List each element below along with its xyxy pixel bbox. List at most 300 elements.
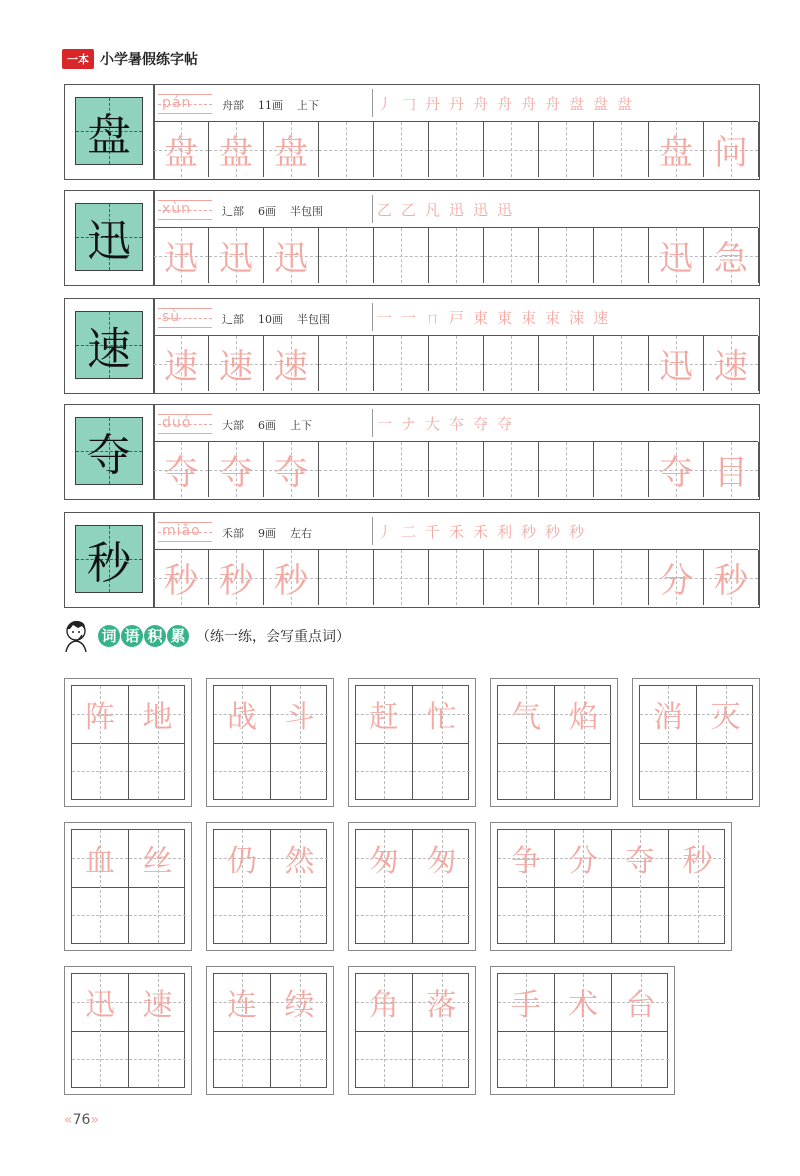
word-grid [71, 973, 185, 1088]
practice-cell[interactable] [484, 228, 539, 283]
word-cell[interactable] [555, 974, 612, 1087]
character-info [154, 409, 372, 437]
word-character: 赶 [369, 700, 399, 736]
word-grid [213, 973, 327, 1088]
word-box [206, 678, 334, 807]
word-cell[interactable] [697, 686, 754, 799]
stroke-step: 禾 [449, 522, 465, 541]
stroke-step: 丿 [377, 522, 393, 541]
trace-character: 盘 [274, 133, 308, 173]
radical: 禾部 [222, 527, 244, 540]
trace-character: 速 [714, 347, 748, 387]
trace-character: 夺 [219, 453, 253, 493]
trace-character [594, 228, 648, 283]
radical: 舟部 [222, 99, 244, 112]
trace-character: 急 [714, 239, 748, 279]
stroke-step: 束 [545, 308, 561, 327]
trace-character: 目 [714, 453, 748, 493]
trace-character: 速 [219, 347, 253, 387]
practice-cell[interactable] [319, 442, 374, 497]
pinyin: duó [162, 415, 192, 431]
word-grid [213, 685, 327, 800]
trace-character: 迅 [219, 239, 253, 279]
stroke-count: 9画 [258, 527, 276, 540]
practice-cell[interactable] [594, 442, 649, 497]
trace-character [539, 336, 593, 391]
stroke-step: 利 [497, 522, 513, 541]
radical-info [222, 311, 330, 327]
trace-character: 问 [714, 133, 748, 173]
practice-cell[interactable] [154, 442, 209, 497]
practice-cell[interactable] [649, 442, 704, 497]
practice-cell[interactable] [319, 336, 374, 391]
character-info [154, 195, 372, 223]
trace-character [539, 228, 593, 283]
trace-character: 盘 [659, 133, 693, 173]
word-character: 灭 [710, 700, 741, 736]
trace-character: 秒 [714, 561, 748, 601]
word-character: 落 [426, 988, 457, 1024]
practice-cell[interactable] [704, 228, 759, 283]
word-cell[interactable] [413, 974, 470, 1087]
radical-info [222, 97, 319, 113]
practice-cell[interactable] [484, 442, 539, 497]
trace-character [319, 228, 373, 283]
practice-cell[interactable] [154, 550, 209, 605]
stroke-step: 丿 [377, 94, 393, 113]
model-character: 盘 [87, 110, 131, 161]
stroke-step: 東 [473, 308, 489, 327]
stroke-step: 夺 [497, 414, 513, 433]
word-cell[interactable] [612, 974, 669, 1087]
word-character: 忙 [426, 700, 457, 736]
stroke-step: 舟 [497, 94, 513, 113]
character-row [64, 404, 760, 500]
word-cell[interactable] [498, 974, 555, 1087]
trace-character [374, 442, 428, 497]
trace-character: 秒 [164, 561, 198, 601]
character-row [64, 512, 760, 608]
stroke-step: 束 [521, 308, 537, 327]
stroke-step: 秒 [521, 522, 537, 541]
trace-character [594, 442, 648, 497]
stroke-count: 6画 [258, 205, 276, 218]
structure: 上下 [297, 99, 319, 112]
stroke-step: 秒 [569, 522, 585, 541]
word-character: 速 [142, 988, 173, 1024]
trace-character [484, 122, 538, 177]
section-title-char: 语 [121, 625, 143, 647]
word-box [64, 822, 192, 951]
stroke-step: 一 [377, 414, 393, 433]
page-header [62, 48, 198, 70]
word-grid [497, 829, 725, 944]
word-character: 续 [284, 988, 315, 1024]
word-character: 争 [511, 844, 541, 880]
trace-character [319, 550, 373, 605]
trace-character [319, 336, 373, 391]
word-box [64, 966, 192, 1095]
word-character: 战 [227, 700, 257, 736]
pinyin: pán [162, 95, 192, 111]
section-title-char: 积 [144, 625, 166, 647]
practice-cell[interactable] [429, 550, 484, 605]
practice-cell[interactable] [374, 228, 429, 283]
word-character: 台 [625, 988, 656, 1024]
pinyin: miǎo [162, 523, 201, 539]
practice-cell[interactable] [484, 122, 539, 177]
word-cell[interactable] [72, 830, 129, 943]
practice-cell[interactable] [319, 122, 374, 177]
practice-cell[interactable] [539, 442, 594, 497]
practice-cell[interactable] [539, 550, 594, 605]
practice-cell[interactable] [649, 122, 704, 177]
word-cell[interactable] [356, 974, 413, 1087]
word-grid [355, 973, 469, 1088]
practice-cell[interactable] [154, 122, 209, 177]
stroke-order [377, 517, 584, 545]
practice-cell[interactable] [374, 336, 429, 391]
word-cell[interactable] [555, 830, 612, 943]
radical-info [222, 203, 323, 219]
word-cell[interactable] [72, 974, 129, 1087]
practice-cell[interactable] [704, 336, 759, 391]
trace-character [319, 122, 373, 177]
trace-character [484, 336, 538, 391]
page-number [64, 1112, 99, 1128]
word-character: 地 [142, 700, 173, 736]
trace-character: 迅 [659, 347, 693, 387]
word-grid [639, 685, 753, 800]
character-row [64, 190, 760, 286]
stroke-step: 一 [377, 308, 393, 327]
stroke-step: 迅 [473, 200, 489, 219]
word-cell[interactable] [413, 686, 470, 799]
section-title-char: 累 [167, 625, 189, 647]
word-box [206, 822, 334, 951]
stroke-step: 迅 [449, 200, 465, 219]
practice-cell[interactable] [264, 550, 319, 605]
word-cell[interactable] [612, 830, 669, 943]
practice-cell[interactable] [649, 228, 704, 283]
trace-character: 迅 [274, 239, 308, 279]
practice-grid [154, 441, 758, 498]
stroke-step: 夺 [473, 414, 489, 433]
trace-character: 迅 [659, 239, 693, 279]
pinyin: sù [162, 309, 181, 325]
word-cell[interactable] [214, 830, 271, 943]
model-character: 速 [87, 324, 131, 375]
trace-character: 夺 [659, 453, 693, 493]
practice-cell[interactable] [319, 550, 374, 605]
trace-character [374, 550, 428, 605]
practice-grid [154, 227, 758, 284]
stroke-count: 11画 [258, 99, 283, 112]
trace-character [594, 122, 648, 177]
word-character: 匆 [426, 844, 457, 880]
brand-badge: 一本 [62, 49, 94, 69]
trace-character [374, 228, 428, 283]
word-cell[interactable] [669, 830, 726, 943]
stroke-step: 秒 [545, 522, 561, 541]
character-row [64, 84, 760, 180]
trace-character [539, 442, 593, 497]
model-character-box [75, 97, 143, 165]
stroke-step: 二 [401, 522, 417, 541]
word-character: 秒 [682, 844, 713, 880]
practice-cell[interactable] [594, 336, 649, 391]
pinyin: xùn [162, 201, 192, 217]
trace-character: 分 [659, 561, 693, 601]
stroke-step: 迅 [497, 200, 513, 219]
radical: 辶部 [222, 313, 244, 326]
word-character: 然 [284, 844, 315, 880]
word-grid [497, 685, 611, 800]
trace-character: 速 [164, 347, 198, 387]
practice-cell[interactable] [594, 550, 649, 605]
model-character-box [75, 417, 143, 485]
trace-character [374, 122, 428, 177]
word-cell[interactable] [129, 686, 186, 799]
word-character: 夺 [625, 844, 655, 880]
practice-cell[interactable] [429, 336, 484, 391]
practice-cell[interactable] [429, 228, 484, 283]
word-cell[interactable] [72, 686, 129, 799]
word-box [632, 678, 760, 807]
stroke-step: 丹 [449, 94, 465, 113]
stroke-order [377, 303, 608, 331]
word-cell[interactable] [413, 830, 470, 943]
trace-character [319, 442, 373, 497]
word-character: 角 [369, 988, 399, 1024]
stroke-step: ㄇ [425, 308, 441, 327]
word-character: 术 [568, 988, 598, 1024]
model-character-box [75, 525, 143, 593]
stroke-step: 涑 [569, 308, 585, 327]
structure: 左右 [290, 527, 312, 540]
stroke-step: 盘 [593, 94, 609, 113]
practice-cell[interactable] [704, 122, 759, 177]
trace-character: 速 [274, 347, 308, 387]
practice-cell[interactable] [704, 550, 759, 605]
model-character-box [75, 203, 143, 271]
word-box [490, 822, 732, 951]
word-character: 血 [85, 844, 115, 880]
practice-cell[interactable] [539, 336, 594, 391]
word-character: 迅 [85, 988, 115, 1024]
word-box [348, 678, 476, 807]
practice-cell[interactable] [209, 228, 264, 283]
stroke-step: 乙 [377, 200, 393, 219]
practice-cell[interactable] [484, 550, 539, 605]
practice-cell[interactable] [154, 228, 209, 283]
stroke-step: 盘 [617, 94, 633, 113]
trace-character [594, 336, 648, 391]
character-row [64, 298, 760, 394]
practice-cell[interactable] [539, 228, 594, 283]
practice-cell[interactable] [374, 550, 429, 605]
model-character-box [75, 311, 143, 379]
word-cell[interactable] [498, 830, 555, 943]
practice-cell[interactable] [264, 228, 319, 283]
stroke-step: 舟 [545, 94, 561, 113]
word-character: 连 [227, 988, 257, 1024]
stroke-step: ナ [401, 414, 417, 433]
stroke-step: 凡 [425, 200, 441, 219]
word-character: 丝 [142, 844, 173, 880]
word-cell[interactable] [214, 686, 271, 799]
stroke-step: 東 [497, 308, 513, 327]
trace-character: 夺 [164, 453, 198, 493]
structure: 半包围 [297, 313, 330, 326]
stroke-step: 戸 [449, 308, 465, 327]
word-cell[interactable] [271, 974, 328, 1087]
word-box [490, 678, 618, 807]
word-character: 匆 [369, 844, 399, 880]
practice-cell[interactable] [209, 442, 264, 497]
practice-cell[interactable] [374, 442, 429, 497]
practice-cell[interactable] [209, 336, 264, 391]
practice-cell[interactable] [484, 336, 539, 391]
word-character: 焰 [568, 700, 599, 736]
word-cell[interactable] [640, 686, 697, 799]
trace-character [484, 442, 538, 497]
stroke-count: 6画 [258, 419, 276, 432]
word-cell[interactable] [555, 686, 612, 799]
practice-cell[interactable] [704, 442, 759, 497]
word-box [348, 966, 476, 1095]
trace-character: 盘 [164, 133, 198, 173]
practice-cell[interactable] [649, 550, 704, 605]
word-cell[interactable] [356, 686, 413, 799]
stroke-step: 乙 [401, 200, 417, 219]
trace-character [539, 122, 593, 177]
page-number-left-mark: « [64, 1112, 73, 1128]
trace-character [539, 550, 593, 605]
radical-info [222, 525, 312, 541]
model-character: 秒 [87, 538, 131, 589]
word-grid [71, 685, 185, 800]
trace-character [374, 336, 428, 391]
section-subtitle: （练一练，会写重点词） [196, 629, 350, 645]
trace-character: 夺 [274, 453, 308, 493]
word-character: 手 [511, 988, 541, 1024]
word-grid [213, 829, 327, 944]
stroke-order [377, 195, 512, 223]
trace-character: 迅 [164, 239, 198, 279]
practice-cell[interactable] [264, 442, 319, 497]
stroke-step: 一 [401, 308, 417, 327]
word-section-header [60, 616, 350, 656]
character-info [154, 89, 372, 117]
practice-grid [154, 121, 758, 178]
stroke-step: 盘 [569, 94, 585, 113]
stroke-step: 舟 [521, 94, 537, 113]
radical: 大部 [222, 419, 244, 432]
word-box [206, 966, 334, 1095]
practice-cell[interactable] [539, 122, 594, 177]
stroke-step: 夲 [449, 414, 465, 433]
practice-cell[interactable] [209, 122, 264, 177]
stroke-step: 舟 [473, 94, 489, 113]
word-grid [71, 829, 185, 944]
practice-cell[interactable] [649, 336, 704, 391]
stroke-step: 丹 [425, 94, 441, 113]
word-box [64, 678, 192, 807]
practice-cell[interactable] [264, 122, 319, 177]
word-grid [355, 829, 469, 944]
trace-character [484, 550, 538, 605]
stroke-step: 𠃌 [401, 94, 417, 113]
practice-cell[interactable] [594, 228, 649, 283]
practice-cell[interactable] [429, 122, 484, 177]
section-title [98, 625, 190, 647]
stroke-step: 千 [425, 522, 441, 541]
word-character: 气 [511, 700, 541, 736]
practice-cell[interactable] [429, 442, 484, 497]
word-character: 斗 [284, 700, 315, 736]
word-character: 仍 [227, 844, 257, 880]
word-cell[interactable] [129, 830, 186, 943]
word-grid [355, 685, 469, 800]
section-title-char: 词 [98, 625, 120, 647]
trace-character [429, 336, 483, 391]
page-number-text: 76 [72, 1112, 91, 1128]
stroke-order [377, 89, 632, 117]
practice-cell[interactable] [319, 228, 374, 283]
character-info [154, 303, 372, 331]
trace-character: 盘 [219, 133, 253, 173]
word-cell[interactable] [498, 686, 555, 799]
word-cell[interactable] [214, 974, 271, 1087]
word-character: 消 [653, 700, 683, 736]
word-box [490, 966, 675, 1095]
practice-cell[interactable] [154, 336, 209, 391]
character-info [154, 517, 372, 545]
thinking-boy-icon [60, 618, 96, 654]
trace-character [429, 122, 483, 177]
word-box [348, 822, 476, 951]
trace-character: 秒 [219, 561, 253, 601]
word-grid [497, 973, 668, 1088]
practice-cell[interactable] [374, 122, 429, 177]
practice-grid [154, 335, 758, 392]
model-character: 迅 [87, 216, 131, 267]
word-cell[interactable] [271, 686, 328, 799]
trace-character [429, 228, 483, 283]
word-character: 分 [568, 844, 598, 880]
practice-cell[interactable] [594, 122, 649, 177]
structure: 半包围 [290, 205, 323, 218]
word-cell[interactable] [356, 830, 413, 943]
trace-character [594, 550, 648, 605]
practice-cell[interactable] [264, 336, 319, 391]
trace-character [429, 442, 483, 497]
word-character: 阵 [85, 700, 115, 736]
trace-character [429, 550, 483, 605]
trace-character [484, 228, 538, 283]
trace-character: 秒 [274, 561, 308, 601]
stroke-step: 禾 [473, 522, 489, 541]
stroke-order [377, 409, 512, 437]
model-character: 夺 [87, 430, 131, 481]
stroke-step: 大 [425, 414, 441, 433]
stroke-count: 10画 [258, 313, 283, 326]
radical: 辶部 [222, 205, 244, 218]
word-cell[interactable] [271, 830, 328, 943]
word-cell[interactable] [129, 974, 186, 1087]
practice-cell[interactable] [209, 550, 264, 605]
